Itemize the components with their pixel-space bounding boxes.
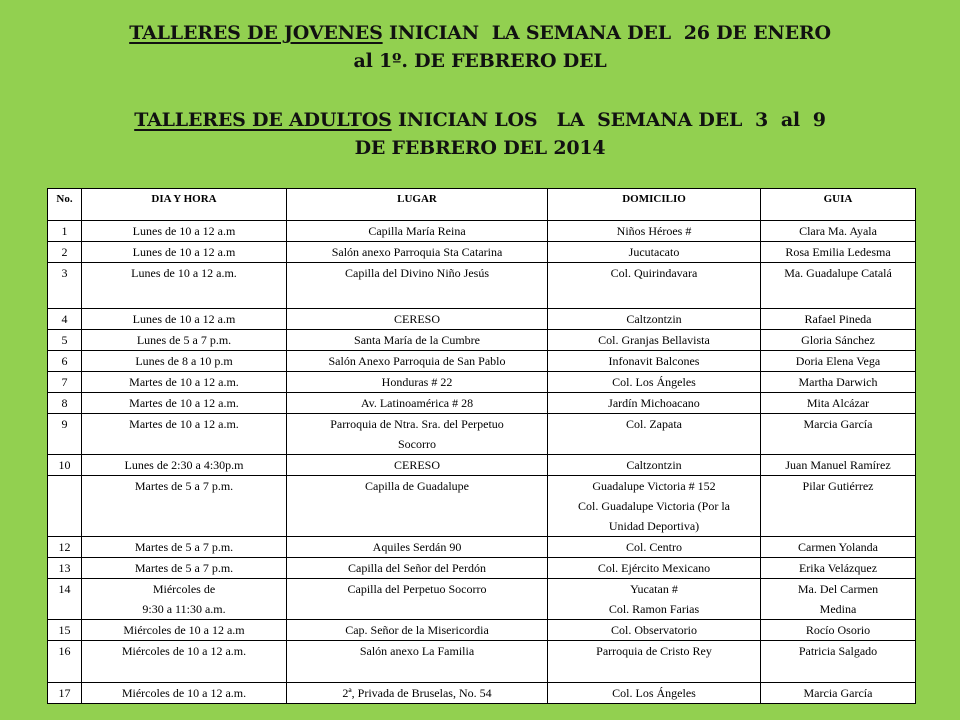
column-header-address: DOMICILIO xyxy=(548,189,761,221)
place-cell: Salón Anexo Parroquia de San Pablo xyxy=(287,351,548,372)
table-row xyxy=(48,372,916,393)
row-number: 8 xyxy=(48,393,82,414)
table-row xyxy=(48,558,916,579)
place-cell: 2ª, Privada de Bruselas, No. 54 xyxy=(287,683,548,704)
day-time-cell: Lunes de 10 a 12 a.m xyxy=(82,309,287,330)
row-number: 15 xyxy=(48,620,82,641)
table-row xyxy=(48,221,916,242)
address-cell: Caltzontzin xyxy=(548,309,761,330)
table-row xyxy=(48,641,916,683)
column-header-guide: GUIA xyxy=(761,189,916,221)
youth-heading-line-1 xyxy=(40,19,920,47)
place-cell: Capilla del Divino Niño Jesús xyxy=(287,263,548,309)
day-time-cell: Martes de 5 a 7 p.m. xyxy=(82,558,287,579)
column-header-no: No. xyxy=(48,189,82,221)
address-cell: Col. Los Ángeles xyxy=(548,683,761,704)
guide-cell: Patricia Salgado xyxy=(761,641,916,683)
day-time-cell: Lunes de 5 a 7 p.m. xyxy=(82,330,287,351)
row-number: 14 xyxy=(48,579,82,620)
table-row xyxy=(48,455,916,476)
row-number: 3 xyxy=(48,263,82,309)
table-row xyxy=(48,476,916,537)
table-row xyxy=(48,537,916,558)
place-cell: Capilla María Reina xyxy=(287,221,548,242)
place-cell: Salón anexo Parroquia Sta Catarina xyxy=(287,242,548,263)
row-number: 1 xyxy=(48,221,82,242)
guide-cell: Pilar Gutiérrez xyxy=(761,476,916,537)
day-time-cell: Martes de 10 a 12 a.m. xyxy=(82,414,287,455)
address-cell: Parroquia de Cristo Rey xyxy=(548,641,761,683)
row-number xyxy=(48,476,82,537)
guide-cell: Marcia García xyxy=(761,414,916,455)
row-number: 16 xyxy=(48,641,82,683)
adult-heading-underlined: TALLERES DE ADULTOS xyxy=(134,109,392,131)
address-cell: Niños Héroes # xyxy=(548,221,761,242)
day-time-cell: Lunes de 10 a 12 a.m xyxy=(82,221,287,242)
place-cell: Av. Latinoamérica # 28 xyxy=(287,393,548,414)
table-row xyxy=(48,683,916,704)
adult-heading-rest: INICIAN LOS LA SEMANA DEL 3 al 9 xyxy=(391,109,826,131)
table-row xyxy=(48,330,916,351)
row-number: 6 xyxy=(48,351,82,372)
place-cell: Capilla de Guadalupe xyxy=(287,476,548,537)
address-cell: Guadalupe Victoria # 152 Col. Guadalupe Victoria (Por la Unidad Deportiva) xyxy=(548,476,761,537)
guide-cell: Juan Manuel Ramírez xyxy=(761,455,916,476)
place-cell: Parroquia de Ntra. Sra. del Perpetuo Socorro xyxy=(287,414,548,455)
guide-cell: Martha Darwich xyxy=(761,372,916,393)
guide-cell: Gloria Sánchez xyxy=(761,330,916,351)
address-cell: Yucatan # Col. Ramon Farias xyxy=(548,579,761,620)
guide-cell: Rosa Emilia Ledesma xyxy=(761,242,916,263)
table-row xyxy=(48,309,916,330)
column-header-place: LUGAR xyxy=(287,189,548,221)
place-cell: Salón anexo La Familia xyxy=(287,641,548,683)
guide-cell: Rafael Pineda xyxy=(761,309,916,330)
guide-cell: Clara Ma. Ayala xyxy=(761,221,916,242)
table-row xyxy=(48,579,916,620)
place-cell: CERESO xyxy=(287,309,548,330)
table-row xyxy=(48,414,916,455)
column-header-day-time: DIA Y HORA xyxy=(82,189,287,221)
day-time-cell: Martes de 10 a 12 a.m. xyxy=(82,372,287,393)
guide-cell: Ma. Guadalupe Catalá xyxy=(761,263,916,309)
table-row xyxy=(48,351,916,372)
guide-cell: Mita Alcázar xyxy=(761,393,916,414)
guide-cell: Doria Elena Vega xyxy=(761,351,916,372)
guide-cell: Marcia García xyxy=(761,683,916,704)
table-row xyxy=(48,242,916,263)
row-number: 9 xyxy=(48,414,82,455)
address-cell: Jucutacato xyxy=(548,242,761,263)
day-time-cell: Lunes de 8 a 10 p.m xyxy=(82,351,287,372)
adult-heading-line-1 xyxy=(40,106,920,134)
address-cell: Col. Centro xyxy=(548,537,761,558)
guide-cell: Carmen Yolanda xyxy=(761,537,916,558)
table-row xyxy=(48,263,916,309)
adult-workshops-heading xyxy=(40,106,920,162)
youth-heading-underlined: TALLERES DE JOVENES xyxy=(129,22,383,44)
place-cell: CERESO xyxy=(287,455,548,476)
address-cell: Col. Quirindavara xyxy=(548,263,761,309)
place-cell: Aquiles Serdán 90 xyxy=(287,537,548,558)
address-cell: Col. Observatorio xyxy=(548,620,761,641)
day-time-cell: Lunes de 10 a 12 a.m. xyxy=(82,263,287,309)
address-cell: Caltzontzin xyxy=(548,455,761,476)
address-cell: Infonavit Balcones xyxy=(548,351,761,372)
table-row xyxy=(48,393,916,414)
day-time-cell: Miércoles de 10 a 12 a.m. xyxy=(82,683,287,704)
day-time-cell: Miércoles de 9:30 a 11:30 a.m. xyxy=(82,579,287,620)
day-time-cell: Martes de 5 a 7 p.m. xyxy=(82,476,287,537)
guide-cell: Ma. Del Carmen Medina xyxy=(761,579,916,620)
place-cell: Capilla del Perpetuo Socorro xyxy=(287,579,548,620)
day-time-cell: Martes de 10 a 12 a.m. xyxy=(82,393,287,414)
place-cell: Cap. Señor de la Misericordia xyxy=(287,620,548,641)
youth-heading-rest: INICIAN LA SEMANA DEL 26 DE ENERO xyxy=(382,22,831,44)
row-number: 7 xyxy=(48,372,82,393)
row-number: 13 xyxy=(48,558,82,579)
table-row xyxy=(48,620,916,641)
place-cell: Honduras # 22 xyxy=(287,372,548,393)
row-number: 2 xyxy=(48,242,82,263)
place-cell: Santa María de la Cumbre xyxy=(287,330,548,351)
address-cell: Col. Los Ángeles xyxy=(548,372,761,393)
place-cell: Capilla del Señor del Perdón xyxy=(287,558,548,579)
row-number: 10 xyxy=(48,455,82,476)
day-time-cell: Miércoles de 10 a 12 a.m. xyxy=(82,641,287,683)
adult-heading-line-2: DE FEBRERO DEL 2014 xyxy=(354,137,606,159)
youth-heading-line-2: al 1º. DE FEBRERO DEL xyxy=(353,50,607,72)
table-header-row xyxy=(48,189,916,221)
day-time-cell: Martes de 5 a 7 p.m. xyxy=(82,537,287,558)
youth-workshops-heading xyxy=(40,19,920,75)
row-number: 12 xyxy=(48,537,82,558)
day-time-cell: Lunes de 2:30 a 4:30p.m xyxy=(82,455,287,476)
row-number: 5 xyxy=(48,330,82,351)
row-number: 17 xyxy=(48,683,82,704)
address-cell: Col. Ejército Mexicano xyxy=(548,558,761,579)
address-cell: Jardín Michoacano xyxy=(548,393,761,414)
day-time-cell: Lunes de 10 a 12 a.m xyxy=(82,242,287,263)
address-cell: Col. Granjas Bellavista xyxy=(548,330,761,351)
workshop-schedule-table xyxy=(47,188,916,704)
address-cell: Col. Zapata xyxy=(548,414,761,455)
guide-cell: Rocío Osorio xyxy=(761,620,916,641)
guide-cell: Erika Velázquez xyxy=(761,558,916,579)
day-time-cell: Miércoles de 10 a 12 a.m xyxy=(82,620,287,641)
row-number: 4 xyxy=(48,309,82,330)
